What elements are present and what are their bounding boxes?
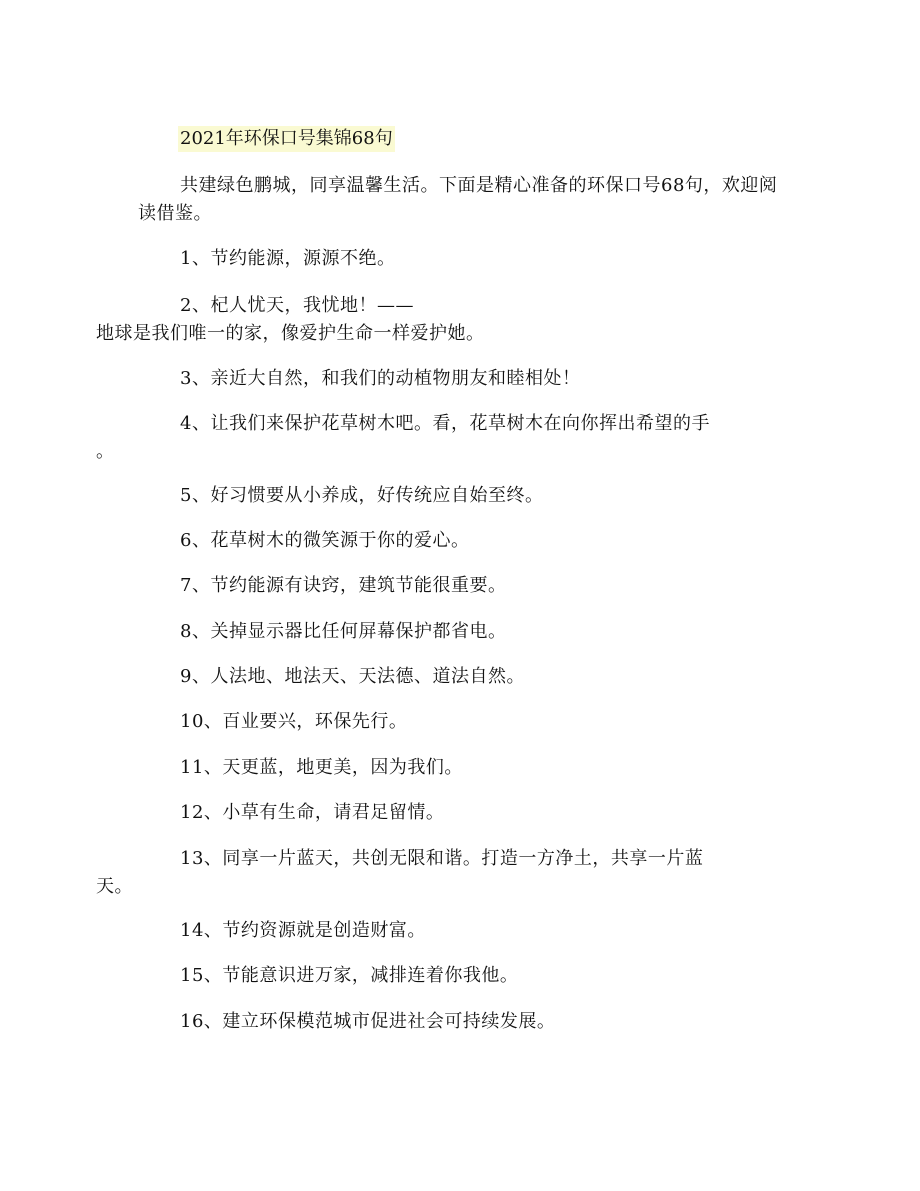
slogan-text: 6、花草树木的微笑源于你的爱心。 <box>180 530 470 551</box>
slogan-text: 3、亲近大自然，和我们的动植物朋友和睦相处！ <box>180 368 581 389</box>
slogan-text: 12、小草有生命，请君足留情。 <box>180 802 445 823</box>
slogan-text: 16、建立环保模范城市促进社会可持续发展。 <box>180 1011 556 1032</box>
slogan-item <box>96 292 788 348</box>
slogan-text: 10、百业要兴，环保先行。 <box>180 711 408 732</box>
slogan-text: 15、节能意识进万家，减排连着你我他。 <box>180 965 519 986</box>
slogan-item <box>138 663 788 691</box>
slogan-text-continued: 。 <box>96 441 115 462</box>
slogan-text-continued: 天。 <box>96 876 133 897</box>
slogan-text-continued: 地球是我们唯一的家，像爱护生命一样爱护她。 <box>96 323 485 344</box>
slogan-item <box>138 365 788 393</box>
slogan-item <box>138 572 788 600</box>
slogan-text: 8、关掉显示器比任何屏幕保护都省电。 <box>180 621 507 642</box>
slogan-item <box>138 245 788 273</box>
slogan-item <box>138 917 788 945</box>
slogan-item <box>138 1008 788 1036</box>
slogan-text: 5、好习惯要从小养成，好传统应自始至终。 <box>180 485 544 506</box>
slogan-text: 14、节约资源就是创造财富。 <box>180 920 426 941</box>
slogan-item <box>138 708 788 736</box>
slogan-item <box>138 482 788 510</box>
slogan-item <box>138 799 788 827</box>
slogan-item <box>138 754 788 782</box>
slogan-text: 11、天更蓝，地更美，因为我们。 <box>180 757 463 778</box>
slogan-text: 1、节约能源，源源不绝。 <box>180 248 396 269</box>
slogan-item <box>138 618 788 646</box>
intro-paragraph: 共建绿色鹏城，同享温馨生活。下面是精心准备的环保口号68句，欢迎阅读借鉴。 <box>138 175 778 224</box>
slogan-text: 7、节约能源有诀窍，建筑节能很重要。 <box>180 575 507 596</box>
slogan-text: 4、让我们来保护花草树木吧。看，花草树木在向你挥出希望的手 <box>180 413 710 434</box>
slogan-item <box>96 410 788 466</box>
slogan-text: 13、同享一片蓝天，共创无限和谐。打造一方净土，共享一片蓝 <box>180 848 704 869</box>
slogan-text: 2、杞人忧天，我忧地！—— <box>180 295 414 316</box>
slogan-item <box>138 527 788 555</box>
slogan-text: 9、人法地、地法天、天法德、道法自然。 <box>180 666 525 687</box>
slogan-item <box>96 845 788 901</box>
slogan-item <box>138 962 788 990</box>
document-title: 2021年环保口号集锦68句 <box>178 126 395 152</box>
